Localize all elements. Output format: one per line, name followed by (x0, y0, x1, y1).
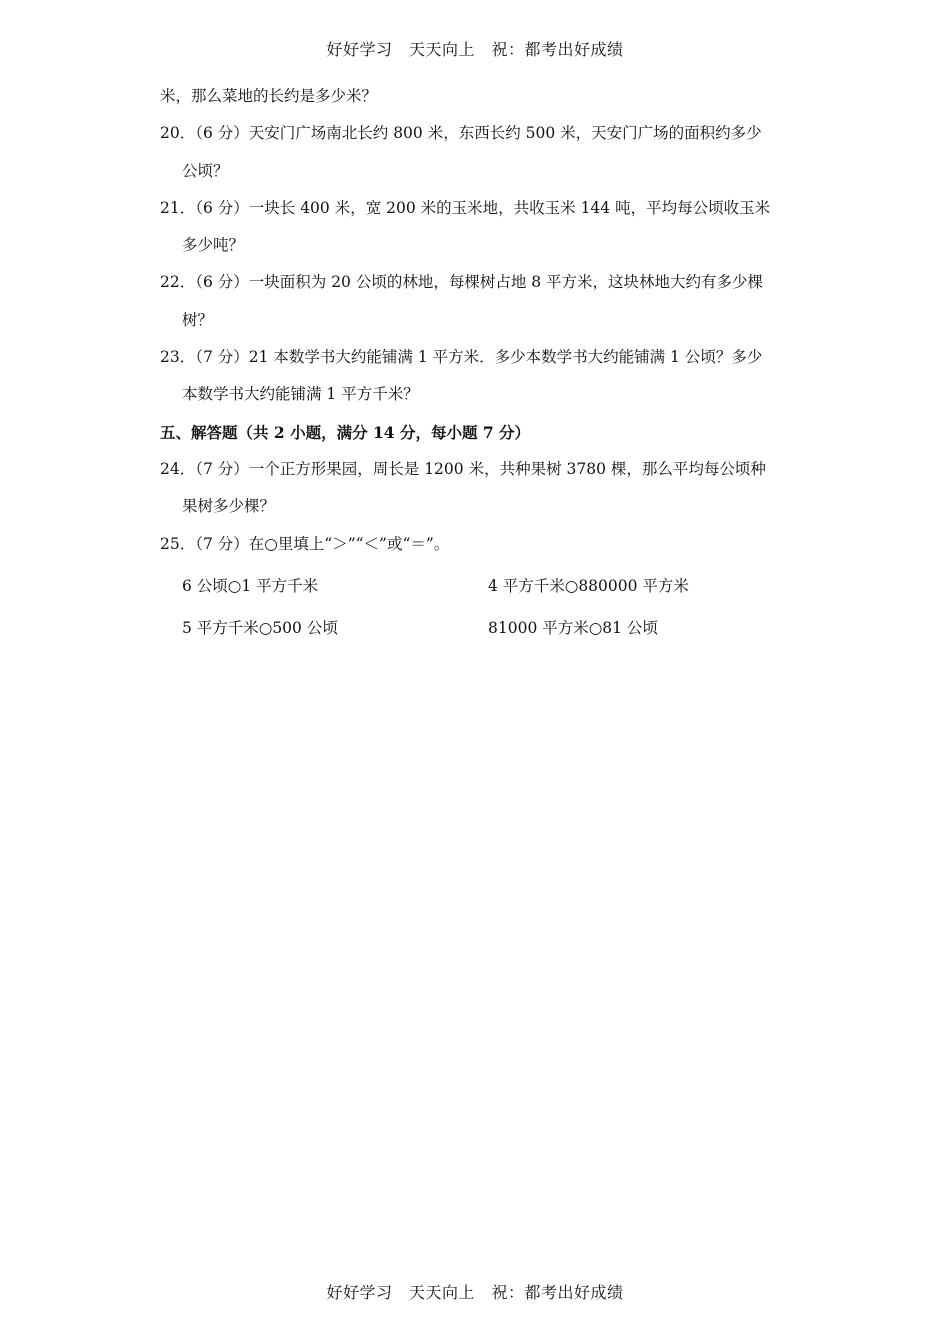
question-22: 22．（6 分）一块面积为 20 公顷的林地，每棵树占地 8 平方米，这块林地大约有多少棵 (160, 273, 764, 292)
section-5-heading: 五、解答题（共 2 小题，满分 14 分，每小题 7 分） (160, 422, 531, 442)
question-22-continuation: 树？ (182, 310, 214, 329)
question-25: 25．（7 分）在○里填上“＞”“＜”或“＝”。 (160, 534, 450, 553)
comparison-item: 6 公顷○1 平方千米 (182, 576, 319, 595)
question-23-continuation: 本数学书大约能铺满 1 平方千米？ (182, 385, 419, 404)
page-footer: 好好学习 天天向上 祝：都考出好成绩 (326, 1283, 624, 1302)
question-19-continuation: 米，那么菜地的长约是多少米？ (160, 87, 378, 105)
question-20: 20．（6 分）天安门广场南北长约 800 米，东西长约 500 米，天安门广场的面积约多少 (160, 124, 762, 143)
comparison-item: 5 平方千米○500 公顷 (182, 618, 338, 637)
question-24-continuation: 果树多少棵？ (182, 497, 276, 516)
document-body (160, 78, 800, 649)
question-21-continuation: 多少吨？ (182, 236, 245, 255)
comparison-grid (160, 565, 800, 649)
comparison-item: 81000 平方米○81 公顷 (488, 618, 658, 637)
page-header: 好好学习 天天向上 祝：都考出好成绩 (326, 40, 624, 59)
question-21: 21．（6 分）一块长 400 米，宽 200 米的玉米地，共收玉米 144 吨，平均每公顷收玉米 (160, 198, 771, 217)
question-20-continuation: 公顷？ (182, 161, 229, 180)
question-24: 24．（7 分）一个正方形果园，周长是 1200 米，共种果树 3780 棵，那么平均每公顷种 (160, 459, 766, 478)
comparison-item: 4 平方千米○880000 平方米 (488, 576, 689, 595)
question-23: 23．（7 分）21 本数学书大约能铺满 1 平方米．多少本数学书大约能铺满 1 公顷？多少 (160, 348, 763, 367)
